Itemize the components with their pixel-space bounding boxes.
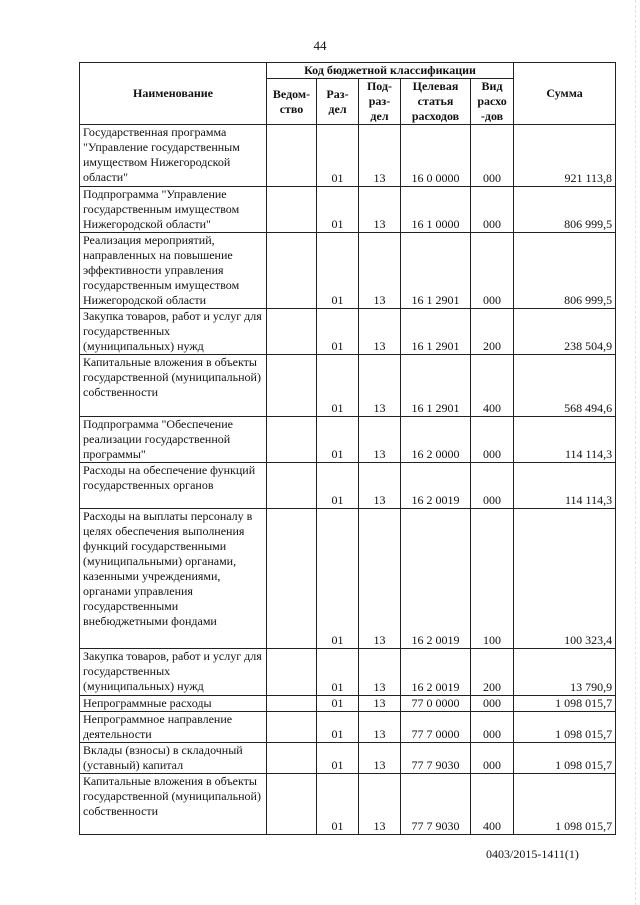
table-row <box>80 712 616 743</box>
row-target-article: 16 1 2901 <box>401 233 471 309</box>
row-name: Непрограммное направление деятельности <box>80 712 267 743</box>
footer-document-code: 0403/2015-1411(1) <box>486 847 579 861</box>
row-vedomstvo <box>267 417 317 463</box>
row-podrazdel: 13 <box>359 233 401 309</box>
row-expense-type: 200 <box>471 309 514 355</box>
row-podrazdel: 13 <box>359 309 401 355</box>
row-vedomstvo <box>267 463 317 509</box>
row-podrazdel: 13 <box>359 125 401 187</box>
row-sum: 114 114,3 <box>514 417 616 463</box>
row-podrazdel: 13 <box>359 463 401 509</box>
row-razdel: 01 <box>317 187 359 233</box>
table-row <box>80 649 616 696</box>
row-vedomstvo <box>267 712 317 743</box>
row-vedomstvo <box>267 125 317 187</box>
table-row <box>80 417 616 463</box>
header-sum: Сумма <box>514 63 616 125</box>
table-row <box>80 509 616 649</box>
row-target-article: 16 1 0000 <box>401 187 471 233</box>
row-podrazdel: 13 <box>359 774 401 835</box>
row-expense-type: 000 <box>471 463 514 509</box>
row-name: Расходы на выплаты персоналу в целях обеспечения выполнения функций государственными (муниципальными) органами, казенными учреждениями, органами управления государственными внебюджетными фондами <box>80 509 267 649</box>
row-vedomstvo <box>267 355 317 417</box>
header-name: Наименование <box>80 63 267 125</box>
header-razdel: Раз-дел <box>317 79 359 125</box>
row-sum: 1 098 015,7 <box>514 712 616 743</box>
row-razdel: 01 <box>317 712 359 743</box>
table-row <box>80 463 616 509</box>
row-expense-type: 000 <box>471 712 514 743</box>
row-target-article: 16 2 0000 <box>401 417 471 463</box>
row-razdel: 01 <box>317 309 359 355</box>
row-name: Подпрограмма "Управление государственным имуществом Нижегородской области" <box>80 187 267 233</box>
row-podrazdel: 13 <box>359 712 401 743</box>
row-vedomstvo <box>267 743 317 774</box>
page-number: 44 <box>313 38 327 53</box>
row-expense-type: 200 <box>471 649 514 696</box>
row-sum: 806 999,5 <box>514 187 616 233</box>
row-razdel: 01 <box>317 233 359 309</box>
row-vedomstvo <box>267 233 317 309</box>
row-name: Непрограммные расходы <box>80 696 267 712</box>
row-podrazdel: 13 <box>359 649 401 696</box>
row-razdel: 01 <box>317 774 359 835</box>
row-razdel: 01 <box>317 125 359 187</box>
row-vedomstvo <box>267 696 317 712</box>
budget-table <box>79 62 616 835</box>
row-sum: 238 504,9 <box>514 309 616 355</box>
header-classification-group: Код бюджетной классификации <box>267 63 514 79</box>
row-vedomstvo <box>267 309 317 355</box>
row-razdel: 01 <box>317 509 359 649</box>
row-sum: 1 098 015,7 <box>514 743 616 774</box>
table-row <box>80 743 616 774</box>
row-sum: 1 098 015,7 <box>514 696 616 712</box>
row-sum: 921 113,8 <box>514 125 616 187</box>
row-podrazdel: 13 <box>359 417 401 463</box>
row-name: Закупка товаров, работ и услуг для государственных (муниципальных) нужд <box>80 649 267 696</box>
header-target-article: Целевая статья расходов <box>401 79 471 125</box>
row-razdel: 01 <box>317 743 359 774</box>
row-name: Расходы на обеспечение функций государственных органов <box>80 463 267 509</box>
row-expense-type: 000 <box>471 187 514 233</box>
row-name: Капитальные вложения в объекты государственной (муниципальной) собственности <box>80 355 267 417</box>
row-razdel: 01 <box>317 649 359 696</box>
row-name: Реализация мероприятий, направленных на повышение эффективности управления государственным имуществом Нижегородской области <box>80 233 267 309</box>
page-edge-divider <box>635 0 636 905</box>
row-target-article: 77 7 9030 <box>401 774 471 835</box>
row-target-article: 77 0 0000 <box>401 696 471 712</box>
row-expense-type: 000 <box>471 696 514 712</box>
row-name: Государственная программа "Управление государственным имуществом Нижегородской области" <box>80 125 267 187</box>
row-name: Вклады (взносы) в складочный (уставный) капитал <box>80 743 267 774</box>
row-expense-type: 000 <box>471 743 514 774</box>
row-sum: 1 098 015,7 <box>514 774 616 835</box>
table-row <box>80 355 616 417</box>
row-podrazdel: 13 <box>359 696 401 712</box>
row-expense-type: 000 <box>471 125 514 187</box>
row-vedomstvo <box>267 774 317 835</box>
table-row <box>80 774 616 835</box>
row-podrazdel: 13 <box>359 509 401 649</box>
table-row <box>80 125 616 187</box>
row-target-article: 16 2 0019 <box>401 463 471 509</box>
row-expense-type: 400 <box>471 774 514 835</box>
row-target-article: 16 0 0000 <box>401 125 471 187</box>
table-row <box>80 309 616 355</box>
table-row <box>80 233 616 309</box>
row-podrazdel: 13 <box>359 355 401 417</box>
row-expense-type: 100 <box>471 509 514 649</box>
row-target-article: 77 7 9030 <box>401 743 471 774</box>
row-vedomstvo <box>267 187 317 233</box>
row-target-article: 16 2 0019 <box>401 649 471 696</box>
row-razdel: 01 <box>317 463 359 509</box>
table-body <box>80 125 616 835</box>
row-expense-type: 400 <box>471 355 514 417</box>
row-target-article: 16 1 2901 <box>401 355 471 417</box>
row-sum: 13 790,9 <box>514 649 616 696</box>
row-razdel: 01 <box>317 696 359 712</box>
row-vedomstvo <box>267 509 317 649</box>
table-header <box>80 63 616 125</box>
row-vedomstvo <box>267 649 317 696</box>
row-target-article: 16 2 0019 <box>401 509 471 649</box>
row-sum: 568 494,6 <box>514 355 616 417</box>
row-name: Подпрограмма "Обеспечение реализации государственной программы" <box>80 417 267 463</box>
row-razdel: 01 <box>317 417 359 463</box>
row-razdel: 01 <box>317 355 359 417</box>
row-podrazdel: 13 <box>359 187 401 233</box>
row-sum: 806 999,5 <box>514 233 616 309</box>
row-sum: 114 114,3 <box>514 463 616 509</box>
header-podrazdel: Под-раз-дел <box>359 79 401 125</box>
row-target-article: 16 1 2901 <box>401 309 471 355</box>
row-name: Закупка товаров, работ и услуг для государственных (муниципальных) нужд <box>80 309 267 355</box>
row-podrazdel: 13 <box>359 743 401 774</box>
row-expense-type: 000 <box>471 417 514 463</box>
table-row <box>80 696 616 712</box>
row-sum: 100 323,4 <box>514 509 616 649</box>
row-target-article: 77 7 0000 <box>401 712 471 743</box>
table-row <box>80 187 616 233</box>
row-expense-type: 000 <box>471 233 514 309</box>
row-name: Капитальные вложения в объекты государственной (муниципальной) собственности <box>80 774 267 835</box>
header-vedomstvo: Ведом-ство <box>267 79 317 125</box>
header-expense-type: Вид расхо -дов <box>471 79 514 125</box>
